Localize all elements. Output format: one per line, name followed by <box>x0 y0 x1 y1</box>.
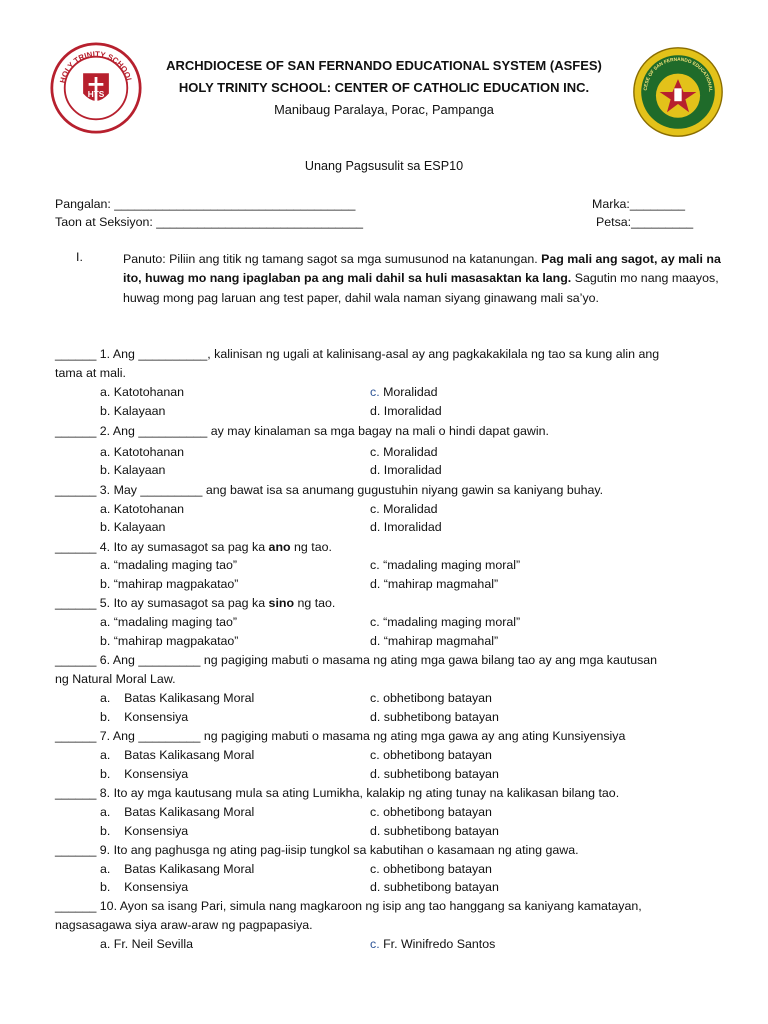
q7-choice-b[interactable]: b. Konsensiya <box>100 767 189 781</box>
question-2-text: ______ 2. Ang __________ ay may kinalaman sa mga bagay na mali o hindi dapat gawin. <box>55 424 549 438</box>
q4-choice-c-text: “madaling maging moral” <box>383 558 521 572</box>
question-6-text: ______ 6. Ang _________ ng pagiging mabuti o masama ng ating mga gawa bilang tao ay ang mga kautusan <box>55 653 658 667</box>
instruction-text <box>123 250 723 308</box>
q1-choice-c-letter: c. <box>370 385 380 399</box>
q5-choice-c-letter: c. <box>370 615 380 629</box>
q5-choice-c[interactable] <box>370 615 520 629</box>
q3-choice-c[interactable] <box>370 502 438 516</box>
q5-choice-c-text: “madaling maging moral” <box>383 615 521 629</box>
question-4-text <box>55 540 332 554</box>
q10-choice-c-letter: c. <box>370 937 380 951</box>
q1-choice-c[interactable] <box>370 385 438 399</box>
question-8-text: ______ 8. Ito ay mga kautusang mula sa ating Lumikha, kalakip ng ating tunay na kalikasan bilang tao. <box>55 786 620 800</box>
q6-choice-c[interactable] <box>370 691 492 705</box>
q4-choice-c[interactable] <box>370 558 520 572</box>
logo-right-ring-text: CESE OF SAN FERNANDO EDUCATIONAL <box>643 57 713 92</box>
q9-choice-c[interactable] <box>370 862 492 876</box>
question-1-text: ______ 1. Ang __________, kalinisan ng ugali at kalinisang-asal ay ang pagkakakilala ng tao sa kung alin ang <box>55 347 660 361</box>
q6-choice-a[interactable]: a. Batas Kalikasang Moral <box>100 691 255 705</box>
q9-choice-c-text: obhetibong batayan <box>383 862 492 876</box>
q7-choice-a[interactable]: a. Batas Kalikasang Moral <box>100 748 255 762</box>
q4-text-pre: ______ 4. Ito ay sumasagot sa pag ka <box>55 540 269 554</box>
q8-choice-c-text: obhetibong batayan <box>383 805 492 819</box>
question-3-text: ______ 3. May _________ ang bawat isa sa anumang gugustuhin niyang gawin sa kaniyang buhay. <box>55 483 604 497</box>
q6-choice-d[interactable]: d. subhetibong batayan <box>370 710 499 724</box>
instruction-text-bold: Pag mali ang sagot, ay mali na ito, huwag mo nang ipaglaban pa ang mali dahil sa huli masasaktan ka lang. <box>123 252 721 286</box>
q3-choice-d[interactable]: d. Imoralidad <box>370 520 442 534</box>
q2-choice-c-letter: c. <box>370 445 380 459</box>
q9-choice-d[interactable]: d. subhetibong batayan <box>370 880 499 894</box>
q1-choice-a[interactable]: a. Katotohanan <box>100 385 185 399</box>
q9-choice-b[interactable]: b. Konsensiya <box>100 880 189 894</box>
q8-choice-b[interactable]: b. Konsensiya <box>100 824 189 838</box>
name-field[interactable]: Pangalan: ___________________________________ <box>55 197 356 211</box>
q6-choice-c-text: obhetibong batayan <box>383 691 492 705</box>
q10-choice-c-text: Fr. Winifredo Santos <box>383 937 496 951</box>
q2-choice-b[interactable]: b. Kalayaan <box>100 463 166 477</box>
q7-choice-c-letter: c. <box>370 748 380 762</box>
date-field[interactable]: Petsa:_________ <box>596 215 694 229</box>
q2-choice-a[interactable]: a. Katotohanan <box>100 445 185 459</box>
q7-choice-c[interactable] <box>370 748 492 762</box>
q2-choice-c-text: Moralidad <box>383 445 438 459</box>
q4-choice-d[interactable]: d. “mahirap magmahal” <box>370 577 499 591</box>
q4-choice-b[interactable]: b. “mahirap magpakatao” <box>100 577 239 591</box>
q2-choice-c[interactable] <box>370 445 438 459</box>
q7-choice-d[interactable]: d. subhetibong batayan <box>370 767 499 781</box>
q3-choice-c-text: Moralidad <box>383 502 438 516</box>
section-field[interactable]: Taon at Seksiyon: ______________________________ <box>55 215 363 229</box>
question-5-text <box>55 596 335 610</box>
q1-choice-d[interactable]: d. Imoralidad <box>370 404 442 418</box>
question-9-text: ______ 9. Ito ang paghusga ng ating pag-iisip tungkol sa kabutihan o kasamaan ng ating gawa. <box>55 843 579 857</box>
q8-choice-a[interactable]: a. Batas Kalikasang Moral <box>100 805 255 819</box>
q10-choice-c[interactable] <box>370 937 495 951</box>
q5-choice-b[interactable]: b. “mahirap magpakatao” <box>100 634 239 648</box>
q3-choice-a[interactable]: a. Katotohanan <box>100 502 185 516</box>
q7-choice-c-text: obhetibong batayan <box>383 748 492 762</box>
header-address: Manibaug Paralaya, Porac, Pampanga <box>274 102 494 117</box>
q5-text-bold: sino <box>268 596 295 610</box>
score-field[interactable]: Marka:________ <box>592 197 685 211</box>
q4-text-post: ng tao. <box>290 540 332 554</box>
logo-left-initials: HTS <box>87 90 105 100</box>
instruction-text-a: Panuto: Piliin ang titik ng tamang sagot sa mga sumusunod na katanungan. <box>123 252 538 266</box>
q4-choice-c-letter: c. <box>370 558 380 572</box>
q9-choice-a[interactable]: a. Batas Kalikasang Moral <box>100 862 255 876</box>
question-7-text: ______ 7. Ang _________ ng pagiging mabuti o masama ng ating mga gawa ay ang ating Kunsiyensiya <box>55 729 626 743</box>
q5-choice-d[interactable]: d. “mahirap magmahal” <box>370 634 499 648</box>
q3-choice-b[interactable]: b. Kalayaan <box>100 520 166 534</box>
q6-choice-c-letter: c. <box>370 691 380 705</box>
instruction-text-b: Sagutin mo nang maayos, huwag mong pag laruan ang test paper, dahil wala naman siyang ginawang mali sa’yo. <box>123 271 719 305</box>
header-school: HOLY TRINITY SCHOOL: CENTER OF CATHOLIC EDUCATION INC. <box>178 80 590 95</box>
q8-choice-c[interactable] <box>370 805 492 819</box>
instruction-number: I. <box>76 250 83 264</box>
question-1-text-cont: tama at mali. <box>55 366 126 380</box>
logo-left-ring-text: HOLY TRINITY SCHOOL <box>58 49 134 84</box>
q1-choice-c-text: Moralidad <box>383 385 438 399</box>
question-10-text: ______ 10. Ayon sa isang Pari, simula nang magkaroon ng isip ang tao hanggang sa kaniyang kamatayan, <box>55 899 642 913</box>
q5-text-pre: ______ 5. Ito ay sumasagot sa pag ka <box>55 596 269 610</box>
header-org: ARCHDIOCESE OF SAN FERNANDO EDUCATIONAL SYSTEM (ASFES) <box>166 58 602 73</box>
question-6-text-cont: ng Natural Moral Law. <box>55 672 176 686</box>
q4-choice-a[interactable]: a. “madaling maging tao” <box>100 558 238 572</box>
q10-choice-a[interactable]: a. Fr. Neil Sevilla <box>100 937 193 951</box>
q8-choice-d[interactable]: d. subhetibong batayan <box>370 824 499 838</box>
q8-choice-c-letter: c. <box>370 805 380 819</box>
q1-choice-b[interactable]: b. Kalayaan <box>100 404 166 418</box>
q6-choice-b[interactable]: b. Konsensiya <box>100 710 189 724</box>
question-10-text-cont: nagsasagawa siya araw-araw ng pagpapasiya. <box>55 918 313 932</box>
q4-text-bold: ano <box>268 540 291 554</box>
q5-choice-a[interactable]: a. “madaling maging tao” <box>100 615 238 629</box>
exam-title: Unang Pagsusulit sa ESP10 <box>304 159 464 173</box>
q5-text-post: ng tao. <box>294 596 336 610</box>
q3-choice-c-letter: c. <box>370 502 380 516</box>
q2-choice-d[interactable]: d. Imoralidad <box>370 463 442 477</box>
q9-choice-c-letter: c. <box>370 862 380 876</box>
